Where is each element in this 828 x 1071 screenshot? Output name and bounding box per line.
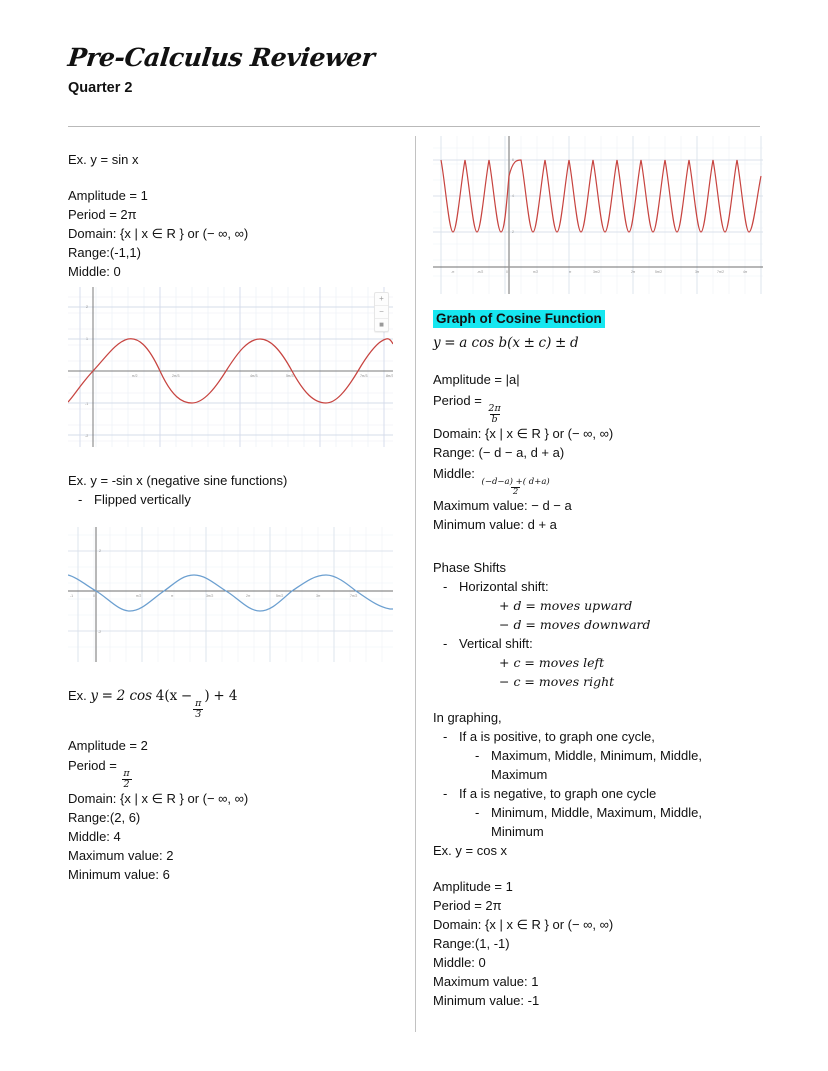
property-period-denominator: b (491, 413, 498, 425)
general-form-pm1: ± (523, 335, 535, 351)
svg-text:3π/2: 3π/2 (206, 594, 214, 598)
cos-example-plus: + 4 (213, 688, 238, 704)
property-period-numerator: 2π (488, 402, 501, 414)
sine-graph[interactable] (68, 287, 393, 447)
cos-example-prefix: Ex. (68, 688, 91, 703)
fraction-numerator: π (195, 697, 202, 709)
cos-minimum: Minimum value: 6 (68, 867, 170, 883)
cosine-transformed-graph[interactable] (433, 136, 763, 294)
zoom-in-button[interactable]: + (375, 293, 388, 306)
sine-graph-svg (68, 287, 393, 447)
svg-text:7π/2: 7π/2 (350, 594, 358, 598)
cos-period-denominator: 2 (123, 778, 130, 790)
cosx-example-properties (433, 877, 773, 1010)
cos-domain: Domain: {x | x ∈ R } or (− ∞, ∞) (68, 791, 249, 807)
svg-text:-1: -1 (70, 594, 74, 598)
positive-a-label: - If a is positive, to graph one cycle, (433, 727, 773, 746)
general-form-d: d (569, 335, 579, 351)
cos-example-y: y (90, 688, 99, 704)
cos-example-close: ) (204, 688, 210, 704)
svg-text:-π/2: -π/2 (477, 270, 484, 274)
cos-amplitude: Amplitude = 2 (68, 738, 148, 754)
property-period-label: Period = (433, 393, 486, 408)
property-middle-label: Middle: (433, 466, 479, 482)
svg-text:2: 2 (512, 230, 514, 234)
cos-period (68, 755, 400, 789)
general-form-c: c) (538, 335, 552, 351)
property-maximum: Maximum value: − d − a (433, 498, 572, 514)
right-column (433, 136, 773, 1010)
svg-text:0: 0 (93, 594, 95, 598)
cos-period-label: Period = (68, 758, 121, 774)
svg-text:π/2: π/2 (136, 594, 142, 598)
svg-text:5π/2: 5π/2 (276, 594, 284, 598)
cos-period-fraction (121, 769, 131, 789)
svg-text:2π: 2π (631, 270, 636, 274)
zoom-home-button[interactable]: ■ (379, 320, 384, 329)
negative-a-label: - If a is negative, to graph one cycle (433, 784, 773, 803)
cosine-properties (433, 370, 773, 534)
svg-text:-π: -π (451, 270, 455, 274)
negative-a-sequence-line-2: Minimum (491, 824, 544, 840)
svg-text:4π/3: 4π/3 (250, 374, 258, 378)
cosx-middle: Middle: 0 (433, 955, 486, 971)
positive-a-sequence-line-2: Maximum (491, 767, 548, 783)
page-title: Pre-Calculus Reviewer (66, 43, 377, 72)
phase-shifts-heading: Phase Shifts (433, 560, 506, 576)
property-minimum: Minimum value: d + a (433, 517, 557, 533)
svg-text:3π/2: 3π/2 (593, 270, 601, 274)
negative-sine-graph[interactable] (68, 527, 393, 662)
cos-example-properties (68, 736, 400, 884)
svg-text:7π/3: 7π/3 (360, 374, 368, 378)
svg-text:2π: 2π (246, 594, 251, 598)
fraction-denominator: 3 (195, 708, 202, 720)
property-middle-fraction (480, 478, 552, 496)
sine-range: Range:(-1,1) (68, 245, 141, 260)
cosx-period: Period = 2π (433, 898, 502, 914)
svg-text:5π/2: 5π/2 (655, 270, 663, 274)
cosine-section-heading-wrap (433, 310, 773, 328)
sine-example-heading: Ex. y = sin x (68, 152, 139, 167)
svg-text:0: 0 (506, 270, 508, 274)
negative-sine-bullet: - Flipped vertically (68, 490, 400, 509)
svg-text:π/2: π/2 (533, 270, 539, 274)
cosx-domain: Domain: {x | x ∈ R } or (− ∞, ∞) (433, 917, 614, 933)
svg-text:3π: 3π (695, 270, 700, 274)
sine-amplitude: Amplitude = 1 (68, 188, 148, 203)
svg-text:-1: -1 (85, 402, 89, 406)
svg-text:8π/3: 8π/3 (386, 374, 393, 378)
zoom-out-button[interactable]: − (375, 306, 388, 319)
property-period (433, 389, 773, 424)
vertical-shift-label: - Vertical shift: (433, 634, 773, 653)
svg-text:2: 2 (99, 549, 101, 553)
cosx-example-heading: Ex. y = cos x (433, 843, 508, 859)
sine-domain: Domain: {x | x ∈ R } or (− ∞, ∞) (68, 226, 249, 241)
property-middle-denominator: 2 (512, 486, 519, 497)
cos-period-numerator: π (123, 768, 130, 780)
horizontal-shift-label: - Horizontal shift: (433, 577, 773, 596)
page-subtitle: Quarter 2 (68, 79, 133, 96)
cosx-maximum: Maximum value: 1 (433, 974, 539, 990)
property-domain: Domain: {x | x ∈ R } or (− ∞, ∞) (433, 426, 614, 442)
svg-text:π: π (171, 594, 174, 598)
svg-text:7π/2: 7π/2 (717, 270, 725, 274)
sine-middle: Middle: 0 (68, 264, 121, 279)
property-period-fraction (486, 404, 502, 424)
horizontal-shift-item-1: + d = moves upward (499, 598, 633, 614)
cos-example-b: 4(x (155, 688, 178, 704)
cosine-general-form (433, 333, 773, 353)
svg-text:π: π (569, 270, 572, 274)
cos-range: Range:(2, 6) (68, 810, 141, 826)
svg-text:1: 1 (86, 337, 88, 341)
cos-maximum: Maximum value: 2 (68, 848, 174, 864)
vertical-shift-item-1: + c = moves left (499, 655, 605, 671)
svg-text:5π/3: 5π/3 (286, 374, 294, 378)
vertical-shift-item-2: − c = moves right (499, 674, 615, 690)
cosx-amplitude: Amplitude = 1 (433, 879, 513, 895)
cos-middle: Middle: 4 (68, 829, 121, 845)
property-amplitude: Amplitude = |a| (433, 372, 520, 387)
general-form-body: a cos b(x (459, 335, 520, 351)
horizontal-shift-item-2: − d = moves downward (499, 617, 651, 633)
svg-text:4: 4 (512, 194, 514, 198)
left-column (68, 150, 400, 884)
in-graphing-heading: In graphing, (433, 710, 502, 726)
cosx-range: Range:(1, -1) (433, 936, 510, 952)
cos-example-eq: = (101, 688, 113, 704)
svg-text:-2: -2 (85, 434, 89, 438)
cosx-minimum: Minimum value: -1 (433, 993, 540, 1009)
negative-sine-graph-svg (68, 527, 393, 662)
property-middle-numerator: (−d−a) +( d+a) (481, 477, 550, 488)
header-divider (68, 126, 760, 127)
document-header (68, 44, 760, 96)
property-middle (433, 462, 773, 496)
cosine-section-heading: Graph of Cosine Function (433, 310, 605, 328)
in-graphing-section (433, 708, 773, 841)
cos-example-minus: − (180, 688, 193, 704)
negative-sine-heading: Ex. y = -sin x (negative sine functions) (68, 473, 288, 488)
general-form-eq: = (444, 335, 456, 351)
cos-example-heading (68, 686, 400, 719)
svg-text:2: 2 (86, 305, 88, 309)
graph-zoom-controls[interactable] (374, 292, 389, 332)
negative-a-sequence-line-1: - Minimum, Middle, Maximum, Middle, (433, 803, 773, 822)
positive-a-sequence-line-1: - Maximum, Middle, Minimum, Middle, (433, 746, 773, 765)
sine-example-properties (68, 186, 400, 281)
svg-text:6: 6 (512, 158, 514, 162)
cosine-transformed-graph-svg (433, 136, 763, 294)
column-divider (415, 136, 416, 1032)
cos-example-a: 2 cos (116, 688, 153, 704)
phase-shifts-section (433, 558, 773, 691)
general-form-pm2: ± (555, 335, 567, 351)
cos-example-fraction (193, 699, 203, 719)
svg-text:2π/3: 2π/3 (172, 374, 180, 378)
general-form-y: y (433, 335, 441, 351)
svg-text:π/2: π/2 (132, 374, 138, 378)
svg-text:3π: 3π (316, 594, 321, 598)
svg-text:4π: 4π (743, 270, 748, 274)
property-range: Range: (− d − a, d + a) (433, 445, 565, 461)
svg-text:-2: -2 (98, 630, 102, 634)
sine-period: Period = 2π (68, 207, 137, 222)
